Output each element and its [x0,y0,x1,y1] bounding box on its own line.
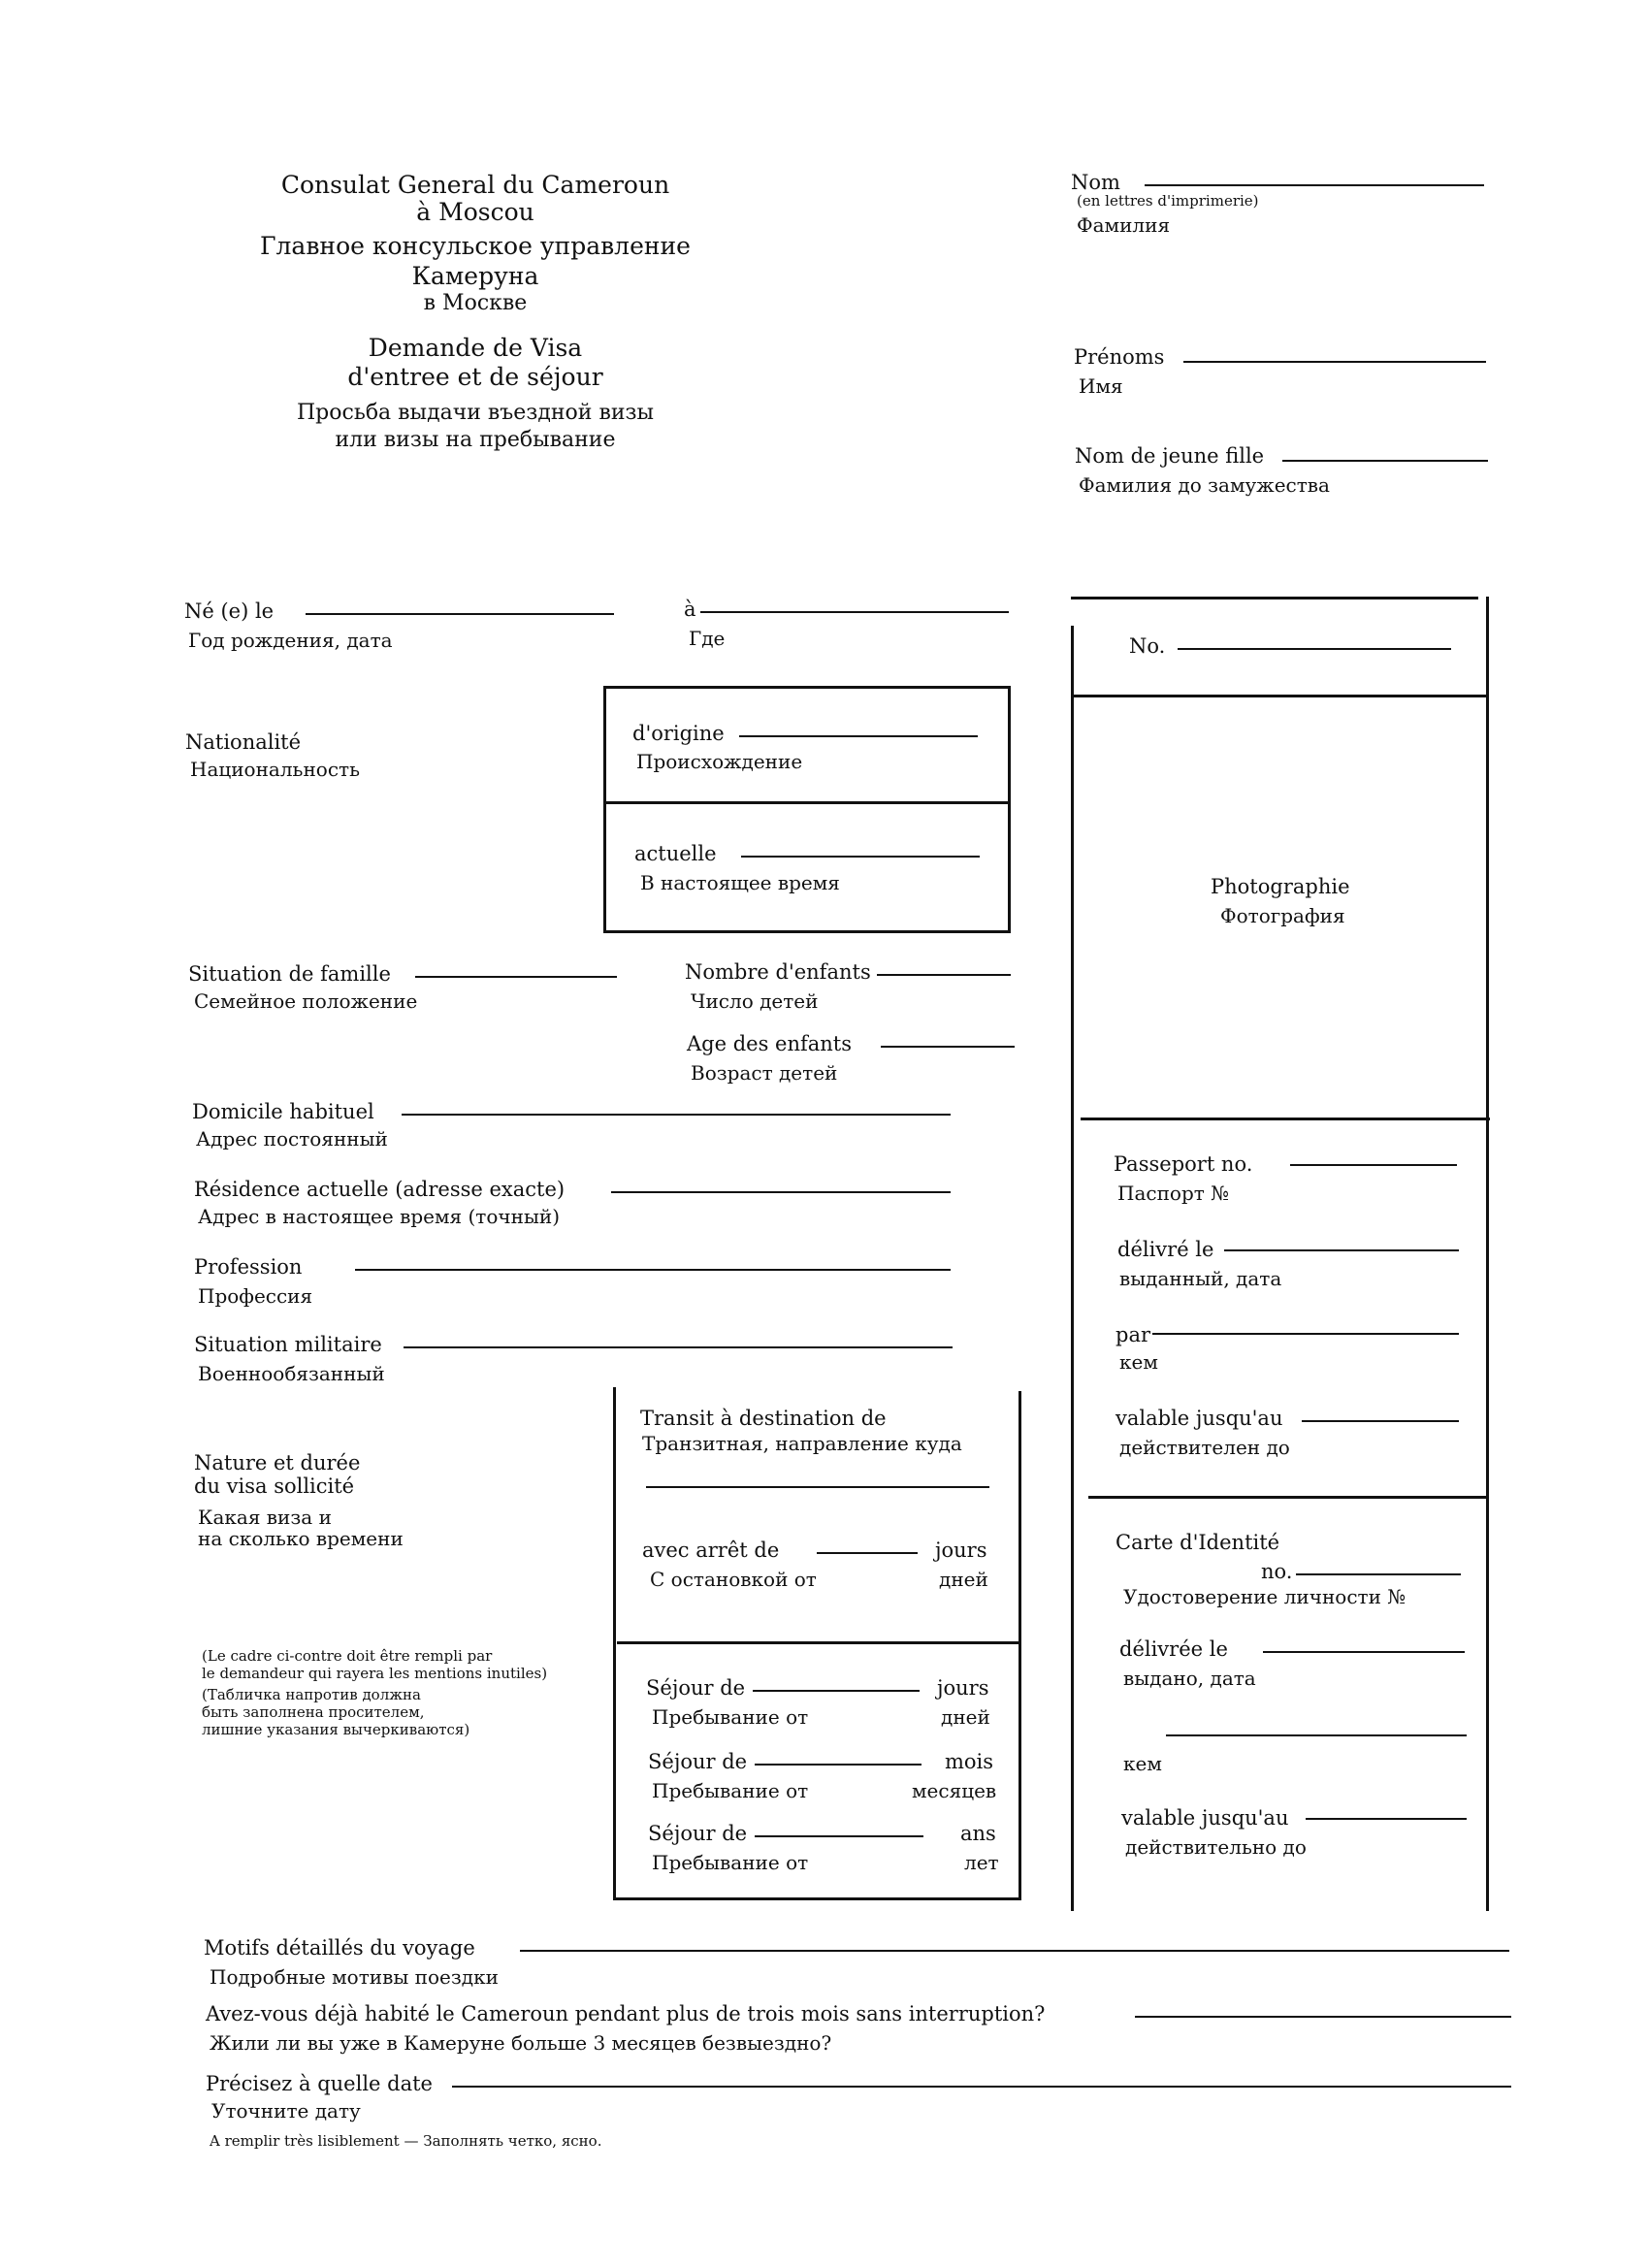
nom-ru-label: Фамилия [1077,213,1171,237]
stay-days-unit: jours [937,1676,989,1700]
home-address-field[interactable] [402,1114,951,1116]
date-field[interactable] [452,2086,1511,2088]
maiden-name-field[interactable] [1282,460,1488,462]
children-count-field[interactable] [877,974,1011,976]
id-valid-field[interactable] [1306,1818,1467,1820]
photo-ru-label: Фотография [1220,904,1345,927]
birth-date-field[interactable] [306,613,614,615]
footer-instruction: A remplir très lisiblement — Заполнять четко, ясно. [210,2132,602,2150]
passport-field[interactable] [1290,1164,1457,1166]
stay-years-unit: ans [960,1822,996,1845]
file-no-field[interactable] [1178,648,1451,650]
panel-right-border [1486,597,1489,1911]
consulate-ru-line2: Камеруна [411,262,539,290]
id-card-no-field[interactable] [1296,1573,1461,1575]
stay-months-ru-unit: месяцев [912,1779,997,1802]
passport-by-field[interactable] [1152,1333,1459,1335]
panel-left-border [1071,626,1074,1911]
visa-note-fr-2: le demandeur qui rayera les mentions inutiles) [202,1665,548,1682]
id-card-label: Carte d'Identité [1116,1531,1280,1554]
id-card-ru-label: Удостоверение личности № [1123,1585,1406,1608]
children-count-ru-label: Число детей [691,989,819,1013]
military-status-field[interactable] [404,1346,953,1348]
id-card-no-label: no. [1261,1560,1293,1583]
date-label: Précisez à quelle date [206,2072,433,2095]
form-title-ru-line2: или визы на пребывание [335,428,616,452]
nationality-divider [603,801,1011,804]
home-address-ru-label: Адрес постоянный [196,1127,388,1150]
photo-area[interactable] [1075,698,1484,1116]
consulate-ru-line3: в Москве [423,291,528,315]
visa-nature-ru-label-1: Какая виза и [198,1506,332,1529]
current-nationality-ru-label: В настоящее время [640,871,840,894]
visa-note-ru-1: (Табличка напротив должна [202,1686,421,1703]
passport-label: Passeport no. [1114,1152,1253,1176]
birth-place-label: à [684,598,696,621]
stay-months-label: Séjour de [648,1750,748,1773]
children-ages-ru-label: Возраст детей [691,1061,838,1085]
military-status-ru-label: Военнообязанный [198,1362,385,1385]
id-issued-ru-label: выдано, дата [1123,1667,1256,1690]
panel-divider-1 [1071,695,1488,697]
passport-issued-field[interactable] [1224,1249,1459,1251]
lived-question: Avez-vous déjà habité le Cameroun pendant plus de trois mois sans interruption? [206,2002,1046,2025]
home-address-label: Domicile habituel [192,1100,374,1123]
nationality-label: Nationalité [185,730,302,754]
children-ages-field[interactable] [881,1046,1015,1048]
visa-note-ru-3: лишние указания вычеркиваются) [202,1721,470,1738]
transit-destination-field[interactable] [646,1486,989,1488]
id-valid-ru-label: действительно до [1125,1835,1307,1859]
passport-valid-ru-label: действителен до [1119,1436,1290,1459]
birth-date-label: Né (e) le [184,599,275,623]
birth-date-ru-label: Год рождения, дата [188,629,393,652]
current-nationality-label: actuelle [634,842,717,865]
stay-years-field[interactable] [755,1835,923,1837]
visa-box-right [1018,1391,1021,1899]
panel-divider-3 [1088,1496,1488,1499]
consulate-fr-line1: Consulat General du Cameroun [280,171,670,199]
panel-divider-2 [1081,1118,1490,1120]
nationality-ru-label: Национальность [190,758,360,781]
transit-ru-label: Транзитная, направление куда [642,1432,962,1455]
children-count-label: Nombre d'enfants [685,960,871,984]
stay-years-label: Séjour de [648,1822,748,1845]
passport-valid-label: valable jusqu'au [1116,1407,1283,1430]
passport-issued-ru-label: выданный, дата [1119,1267,1282,1290]
photo-label: Photographie [1211,875,1350,898]
stop-label: avec arrêt de [642,1539,780,1562]
stay-days-ru-label: Пребывание от [652,1705,809,1729]
date-ru-label: Уточните дату [211,2099,361,2122]
visa-nature-label-2: du visa sollicité [194,1474,355,1498]
stay-months-unit: mois [945,1750,994,1773]
family-status-ru-label: Семейное положение [194,989,418,1013]
prenoms-ru-label: Имя [1079,374,1123,398]
consulate-ru-line1: Главное консульское управление [260,232,691,260]
stay-years-ru-unit: лет [964,1851,999,1874]
panel-top-border [1071,597,1478,599]
file-no-label: No. [1129,634,1166,658]
consulate-fr-line2: à Moscou [416,198,534,226]
birth-place-ru-label: Где [689,627,726,650]
id-issued-field[interactable] [1263,1651,1465,1653]
passport-valid-field[interactable] [1302,1420,1459,1422]
stay-days-field[interactable] [753,1690,920,1692]
profession-label: Profession [194,1255,303,1279]
birth-place-field[interactable] [700,611,1009,613]
nom-note: (en lettres d'imprimerie) [1077,192,1259,210]
transit-label: Transit à destination de [640,1407,887,1430]
passport-by-label: par [1116,1323,1151,1346]
visa-box-left [613,1387,616,1899]
lived-answer-field[interactable] [1135,2016,1511,2018]
stop-days-ru-unit: дней [939,1568,988,1591]
passport-ru-label: Паспорт № [1117,1182,1230,1205]
form-title-ru-line1: Просьба выдачи въездной визы [297,401,654,425]
military-status-label: Situation militaire [194,1333,382,1356]
visa-box-divider [617,1641,1018,1644]
stay-days-ru-unit: дней [941,1705,990,1729]
nom-label: Nom [1071,171,1120,194]
id-issued-label: délivrée le [1119,1637,1228,1661]
stay-months-field[interactable] [755,1764,922,1766]
current-address-ru-label: Адрес в настоящее время (точный) [198,1205,561,1228]
stop-days-unit: jours [935,1539,987,1562]
prenoms-label: Prénoms [1074,345,1165,369]
id-valid-label: valable jusqu'au [1121,1806,1289,1830]
current-address-field[interactable] [611,1191,951,1193]
visa-note-fr-1: (Le cadre ci-contre doit être rempli par [202,1647,493,1665]
family-status-field[interactable] [415,976,617,978]
profession-ru-label: Профессия [198,1284,313,1308]
origin-field[interactable] [739,735,978,737]
motives-ru-label: Подробные мотивы поездки [210,1965,499,1989]
form-title-fr-line2: d'entree et de séjour [347,363,603,391]
stop-ru-label: С остановкой от [650,1568,817,1591]
stop-days-field[interactable] [817,1552,918,1554]
lived-ru-question: Жили ли вы уже в Камеруне больше 3 месяцев безвыездно? [210,2031,832,2055]
prenoms-field[interactable] [1183,361,1486,363]
origin-ru-label: Происхождение [636,750,803,773]
id-by-ru-label: кем [1123,1752,1162,1775]
maiden-name-ru-label: Фамилия до замужества [1079,473,1330,497]
stay-years-ru-label: Пребывание от [652,1851,809,1874]
maiden-name-label: Nom de jeune fille [1075,444,1265,468]
family-status-label: Situation de famille [188,962,391,986]
nom-field[interactable] [1145,184,1484,186]
motives-label: Motifs détaillés du voyage [204,1936,475,1960]
visa-nature-ru-label-2: на сколько времени [198,1527,404,1550]
stay-months-ru-label: Пребывание от [652,1779,809,1802]
stay-days-label: Séjour de [646,1676,746,1700]
form-title-fr-line1: Demande de Visa [368,334,583,362]
passport-by-ru-label: кем [1119,1350,1158,1374]
current-nationality-field[interactable] [741,856,980,858]
id-by-field[interactable] [1166,1734,1467,1736]
origin-label: d'origine [632,722,725,745]
current-address-label: Résidence actuelle (adresse exacte) [194,1178,566,1201]
visa-note-ru-2: быть заполнена просителем, [202,1703,425,1721]
motives-field[interactable] [520,1950,1509,1952]
passport-issued-label: délivré le [1117,1238,1214,1261]
visa-box-bottom [613,1897,1021,1900]
visa-nature-label-1: Nature et durée [194,1451,361,1474]
profession-field[interactable] [355,1269,951,1271]
children-ages-label: Age des enfants [687,1032,853,1055]
